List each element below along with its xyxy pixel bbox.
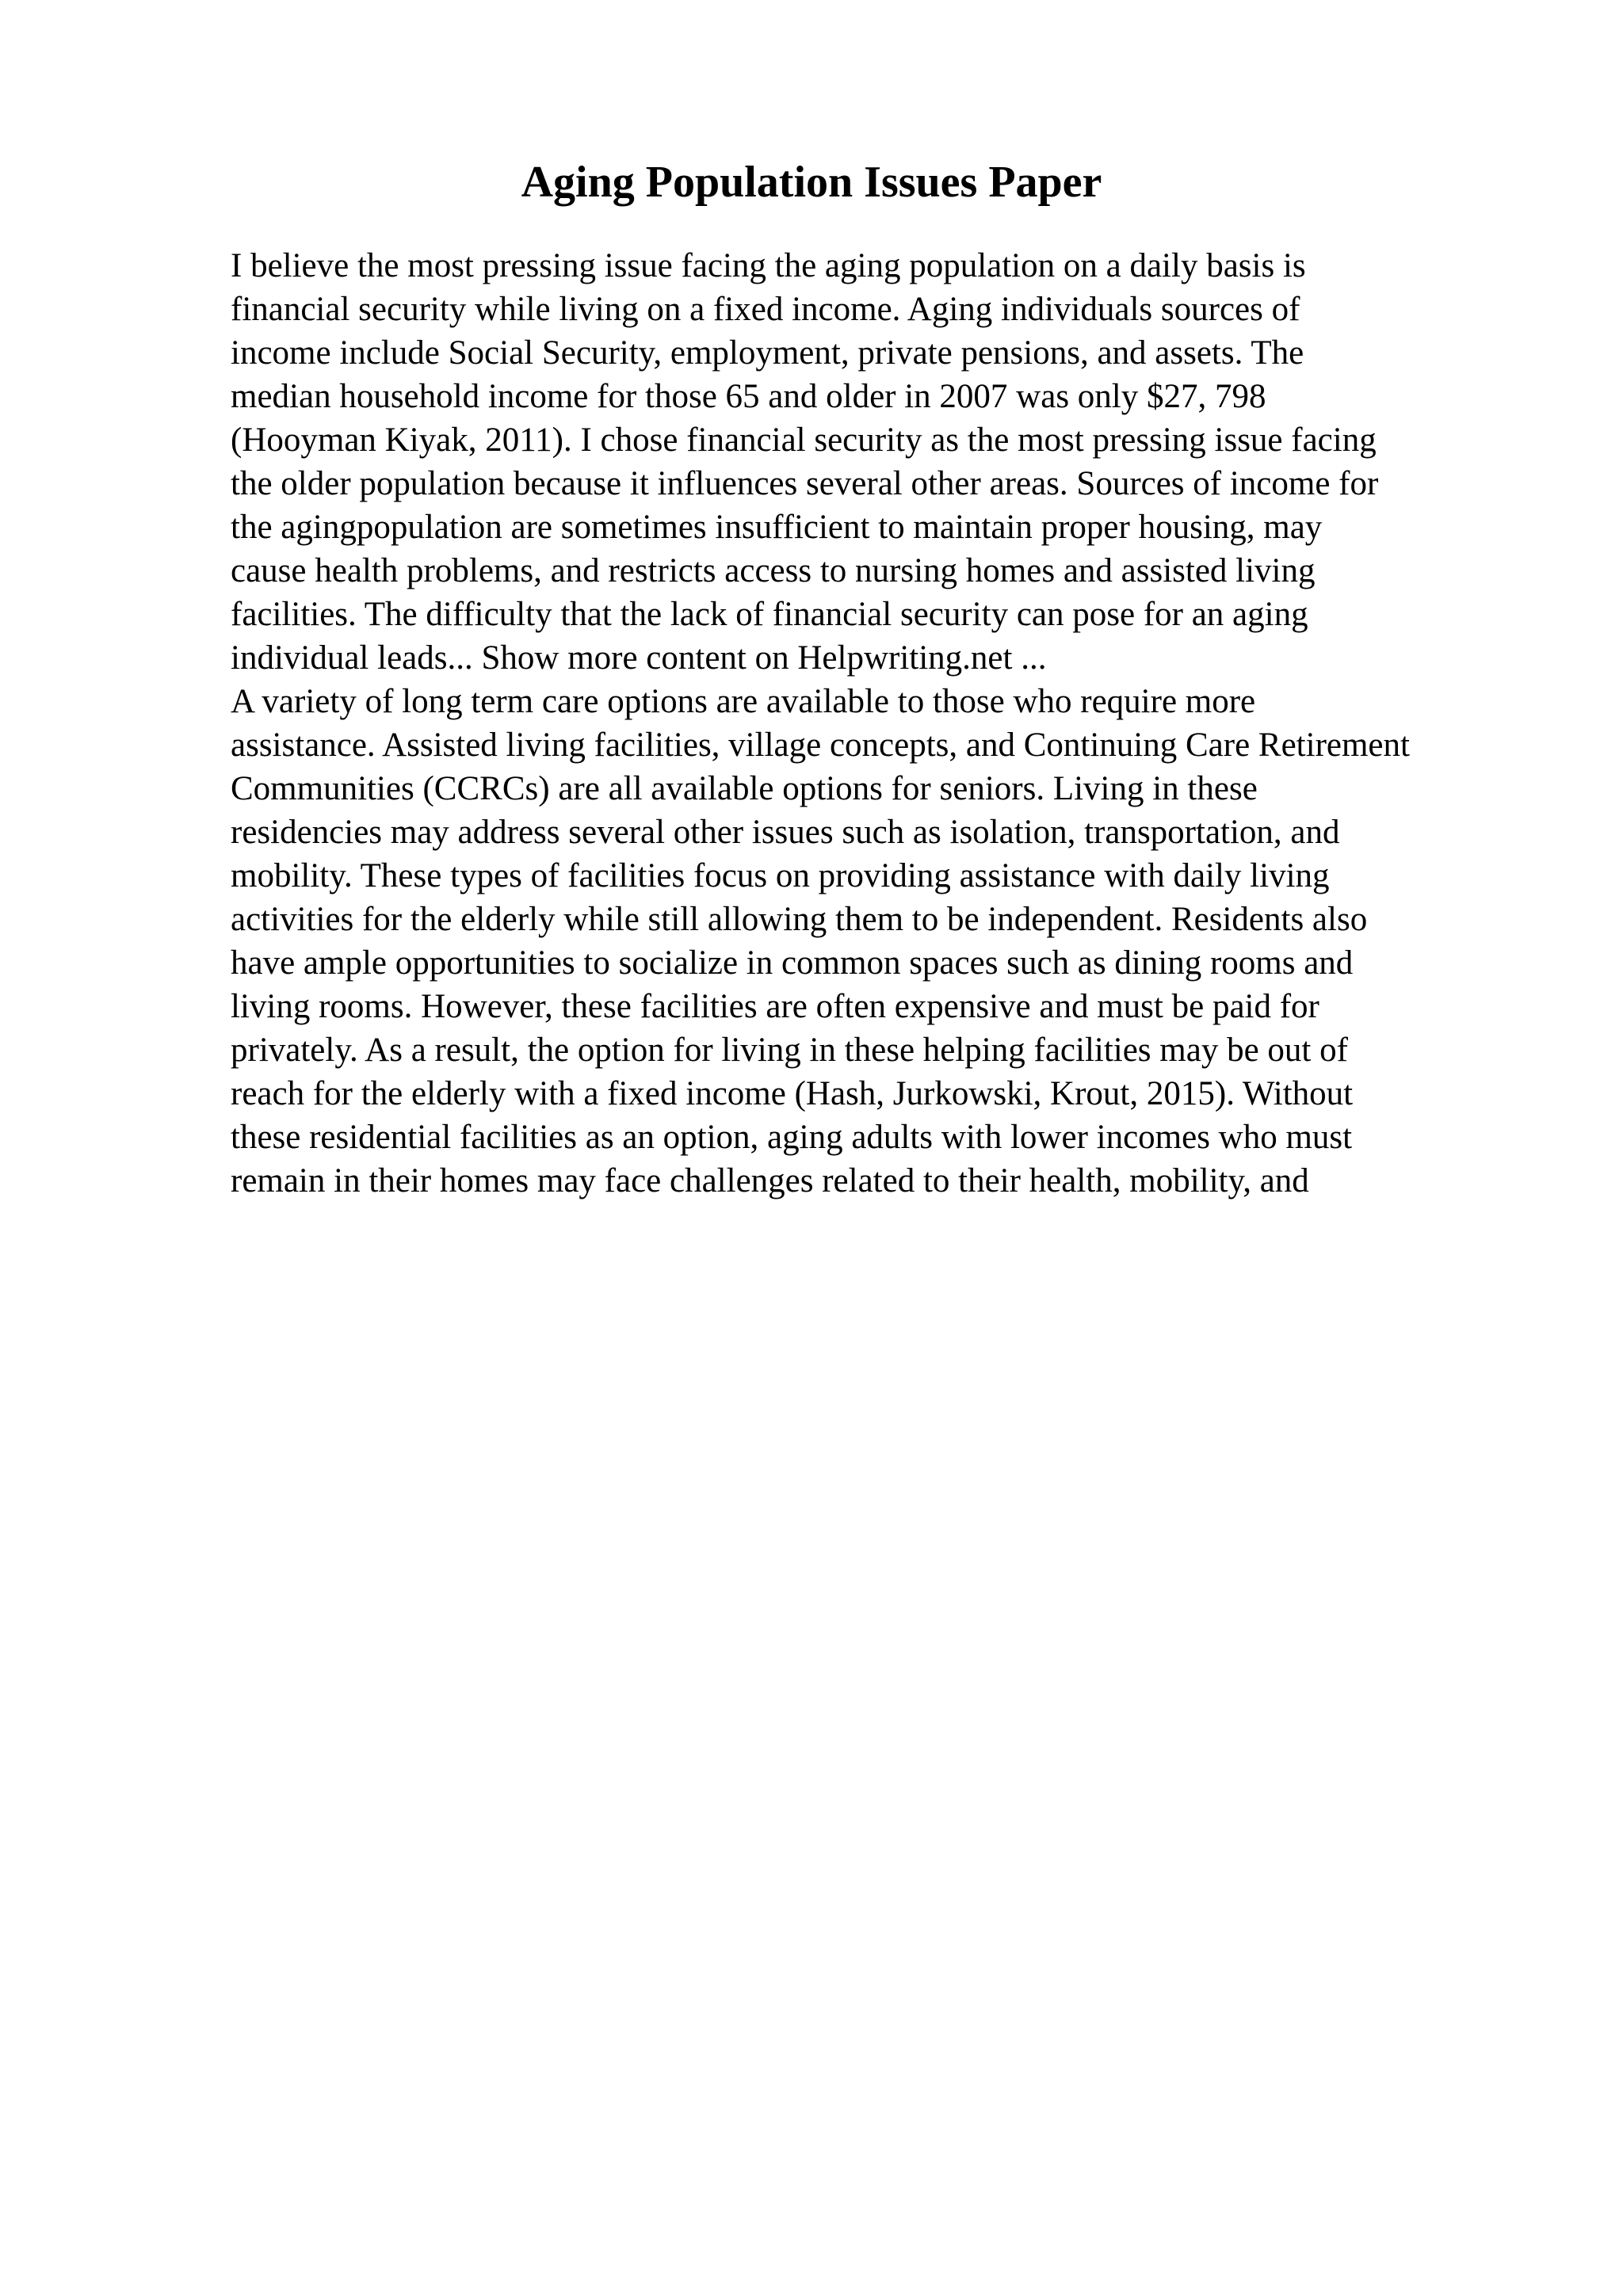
- text-line: assistance. Assisted living facilities, village concepts, and Continuing Care Retirement: [231, 727, 1410, 764]
- text-line: remain in their homes may face challenges related to their health, mobility, and: [231, 1162, 1309, 1199]
- text-line: I believe the most pressing issue facing the aging population on a daily basis is: [231, 247, 1306, 284]
- text-line: reach for the elderly with a fixed income (Hash, Jurkowski, Krout, 2015). Without: [231, 1075, 1354, 1112]
- text-line: facilities. The difficulty that the lack of financial security can pose for an aging: [231, 596, 1308, 633]
- text-line: have ample opportunities to socialize in common spaces such as dining rooms and: [231, 944, 1354, 982]
- text-line: living rooms. However, these facilities are often expensive and must be paid for: [231, 988, 1319, 1025]
- text-line: (Hooyman Kiyak, 2011). I chose financial security as the most pressing issue facing: [231, 421, 1377, 459]
- text-line: privately. As a result, the option for living in these helping facilities may be out of: [231, 1032, 1348, 1069]
- text-line: activities for the elderly while still allowing them to be independent. Residents also: [231, 901, 1368, 938]
- text-line-show-more: individual leads... Show more content on Helpwriting.net ...: [231, 639, 1047, 677]
- page-title: Aging Population Issues Paper: [521, 158, 1102, 207]
- text-line: financial security while living on a fixed income. Aging individuals sources of: [231, 291, 1300, 328]
- text-line: mobility. These types of facilities focus on providing assistance with daily living: [231, 857, 1330, 894]
- body-text: [231, 244, 1546, 1203]
- text-line: residencies may address several other issues such as isolation, transportation, and: [231, 814, 1340, 851]
- text-line: median household income for those 65 and older in 2007 was only $27, 798: [231, 378, 1266, 415]
- text-line: cause health problems, and restricts access to nursing homes and assisted living: [231, 552, 1316, 589]
- text-line: income include Social Security, employment, private pensions, and assets. The: [231, 334, 1304, 372]
- text-line: the agingpopulation are sometimes insufficient to maintain proper housing, may: [231, 509, 1323, 546]
- text-line: Communities (CCRCs) are all available options for seniors. Living in these: [231, 770, 1258, 807]
- text-line: A variety of long term care options are available to those who require more: [231, 683, 1256, 720]
- text-line: the older population because it influences several other areas. Sources of income for: [231, 465, 1379, 502]
- text-line: these residential facilities as an option, aging adults with lower incomes who must: [231, 1119, 1353, 1156]
